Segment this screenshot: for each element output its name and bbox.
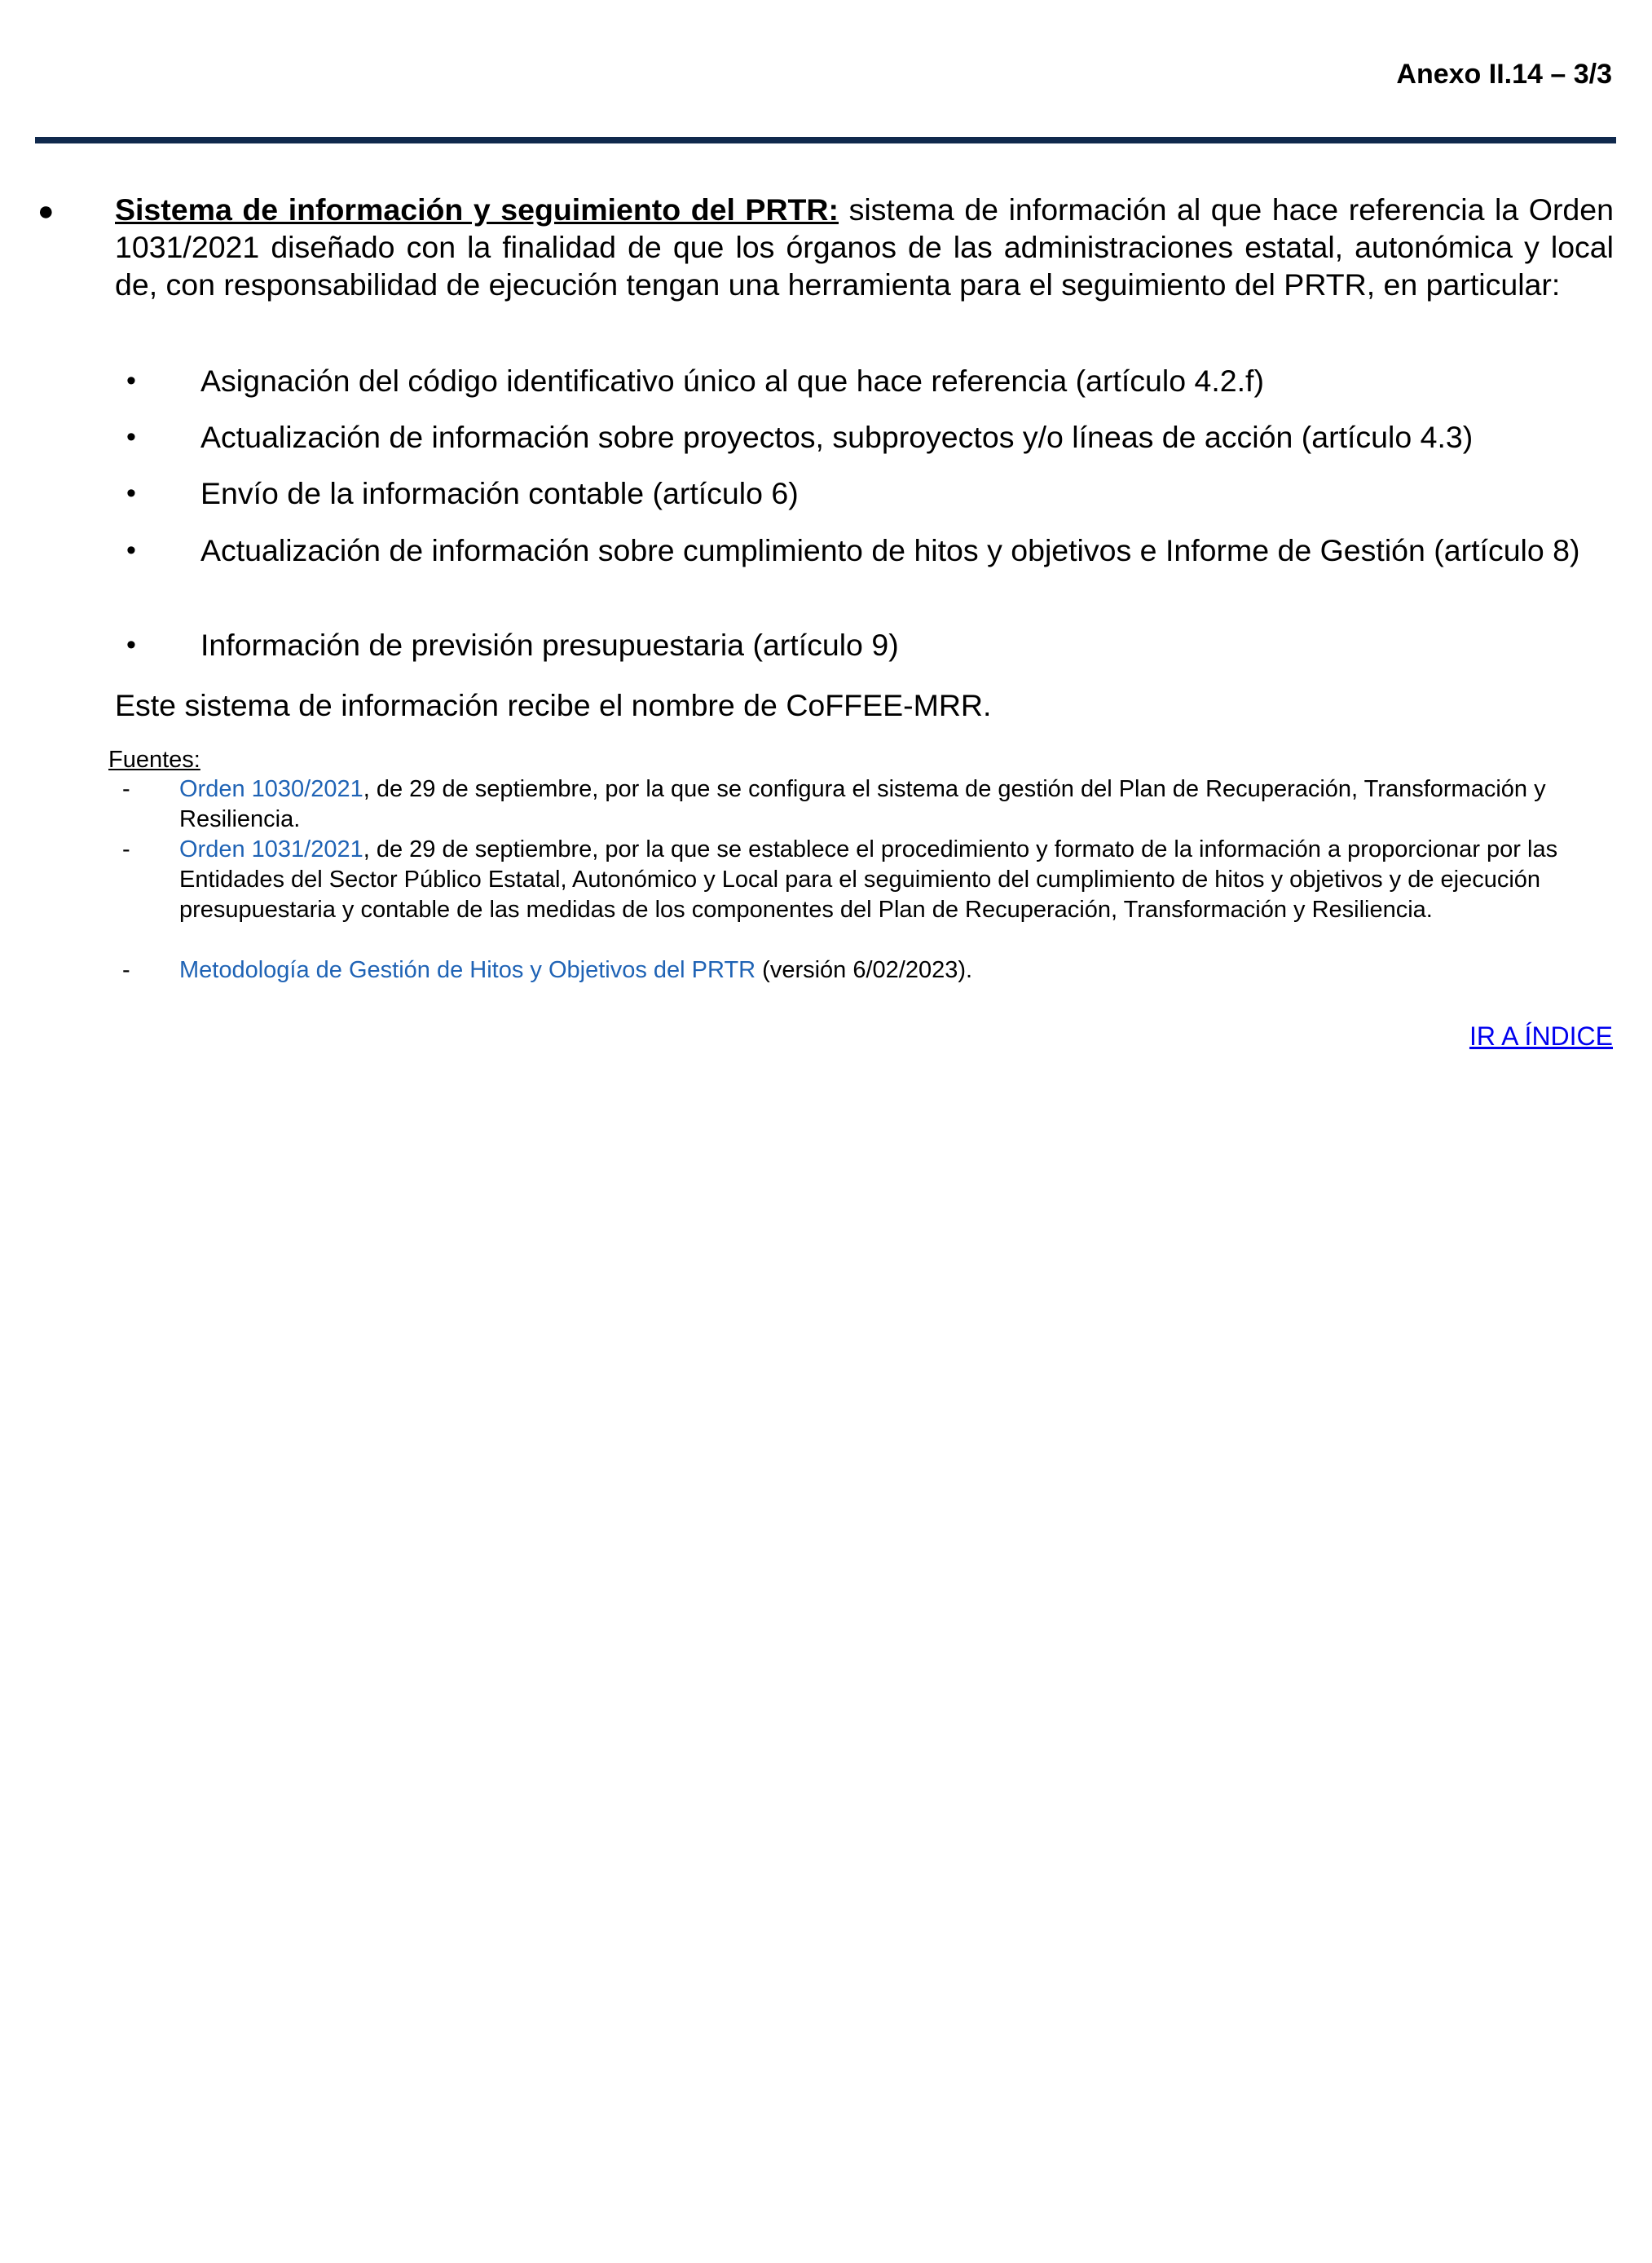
source-link[interactable]: Orden 1031/2021	[179, 836, 363, 862]
header-divider	[35, 137, 1616, 143]
source-text	[179, 774, 1615, 835]
source-dash: -	[122, 957, 130, 983]
sub-item-text: Actualización de información sobre proyectos, subproyectos y/o líneas de acción (artículo 4.3)	[200, 420, 1474, 454]
source-description: , de 29 de septiembre, por la que se configura el sistema de gestión del Plan de Recuperación, Transformación y Resiliencia.	[179, 776, 1546, 832]
sub-bullet-icon: •	[126, 478, 136, 509]
source-text	[179, 835, 1615, 925]
sub-bullet-icon: •	[126, 421, 136, 452]
closing-text: Este sistema de información recibe el nombre de CoFFEE-MRR.	[115, 688, 992, 722]
source-link[interactable]: Metodología de Gestión de Hitos y Objetivos del PRTR	[179, 957, 756, 983]
main-bullet-icon: ●	[37, 196, 55, 227]
sub-bullet-icon: •	[126, 365, 136, 396]
sub-item-text: Actualización de información sobre cumplimiento de hitos y objetivos e Informe de Gestión (artículo 8)	[200, 533, 1580, 567]
sub-bullet-icon: •	[126, 535, 136, 566]
sources-label: Fuentes:	[108, 747, 200, 773]
source-link[interactable]: Orden 1030/2021	[179, 776, 363, 802]
index-link[interactable]: IR A ÍNDICE	[1469, 1021, 1613, 1051]
source-description: (versión 6/02/2023).	[756, 957, 973, 983]
main-term: Sistema de información y seguimiento del PRTR:	[115, 192, 839, 227]
source-description: , de 29 de septiembre, por la que se establece el procedimiento y formato de la información a proporcionar por las Entidades del Sector Público Estatal, Autonómico y Local para el seguimiento del cumplimiento de hitos y objetivos y de ejecución presupuestaria y contable de las medidas de los componentes del Plan de Recuperación, Transformación y Resiliencia.	[179, 836, 1558, 923]
sub-item-text: Asignación del código identificativo único al que hace referencia (artículo 4.2.f)	[200, 364, 1264, 398]
sub-bullet-icon: •	[126, 629, 136, 660]
source-dash: -	[122, 776, 130, 802]
source-text	[179, 955, 1615, 986]
sub-item-text: Información de previsión presupuestaria (artículo 9)	[200, 628, 899, 662]
page-header-label: Anexo II.14 – 3/3	[1396, 59, 1612, 90]
source-dash: -	[122, 836, 130, 862]
sub-item-text: Envío de la información contable (artículo 6)	[200, 476, 799, 510]
main-description: sistema de información al que hace referencia la Orden 1031/2021 diseñado con la finalidad de que los órganos de las administraciones estatal, autonómica y local de, con responsabilidad de ejecución tengan una herramienta para el seguimiento del PRTR, en particular:	[115, 192, 1614, 302]
main-paragraph	[115, 191, 1614, 303]
